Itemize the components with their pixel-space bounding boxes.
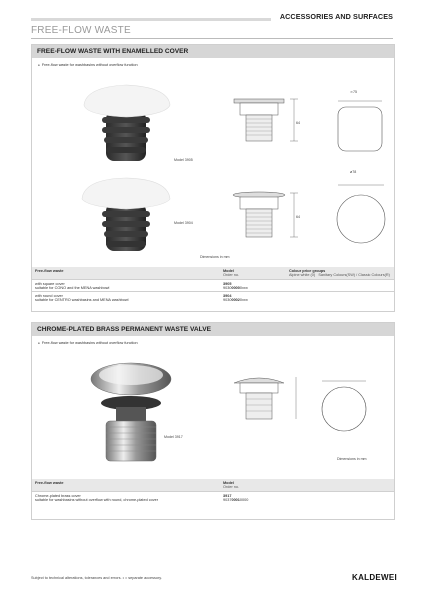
round-waste-product-image [76,175,176,255]
col-colour-groups: Colour price groups Alpine white (0) Sanitary Colours(SW) / Classic Colours(R) [286,267,394,280]
table-header [32,479,394,492]
table-header [32,267,394,280]
technical-drawing-3917 [214,371,314,431]
feature-bullet: ● Free-flow waste for washbasins without overflow function [38,63,394,67]
round-valve-outline [314,373,374,433]
page-title: FREE-FLOW WASTE [31,25,131,36]
dim-height-3905: 64 [296,121,300,125]
feature-bullet: ● Free-flow waste for washbasins without overflow function [38,341,394,345]
enamelled-cover-section [31,44,395,312]
model-label-3905: Model 3905 [174,158,193,162]
footer-note: Subject to technical alterations, tolerances and errors. • = separate accessory. [31,576,162,580]
square-cover-outline [334,95,386,155]
chrome-valve-section [31,322,395,520]
title-rule [31,38,393,39]
model-label-3917: Model 3917 [164,435,183,439]
brand-logo: KALDEWEI [352,573,398,582]
section-heading: FREE-FLOW WASTE WITH ENAMELLED COVER [32,45,394,58]
col-model: Model Order no. [220,479,394,492]
section-title: ACCESSORIES AND SURFACES [279,12,393,21]
table-row: Chrome-plated brass cover suitable for washbasins without overflow with round, chrome-plated cover 3917 903700010000 [32,492,394,504]
header-rule [31,18,271,21]
table-row: with round cover suitable for CENTRO washbasins and MENA washbowl 3904 903000020xxx [32,292,394,304]
col-free-flow: Free-flow waste [32,267,220,280]
product-table [32,267,394,303]
col-model: Model Order no. [220,267,286,280]
chrome-valve-product-image [76,359,186,469]
dim-width-3905: ≃75 [350,90,358,94]
section-heading: CHROME-PLATED BRASS PERMANENT WASTE VALVE [32,323,394,336]
dim-width-3904: ø78 [350,170,357,174]
model-label-3904: Model 3904 [174,221,193,225]
product-table [32,479,394,503]
square-waste-product-image [76,77,176,167]
table-row: with square cover suitable for CONO and the MENA washbowl 3905 903000000xxx [32,280,394,292]
round-cover-outline [334,175,388,255]
col-free-flow: Free-flow waste [32,479,220,492]
dim-height-3904: 64 [296,215,300,219]
dimensions-note: Dimensions in mm [337,457,367,461]
dimensions-note: Dimensions in mm [200,255,230,259]
